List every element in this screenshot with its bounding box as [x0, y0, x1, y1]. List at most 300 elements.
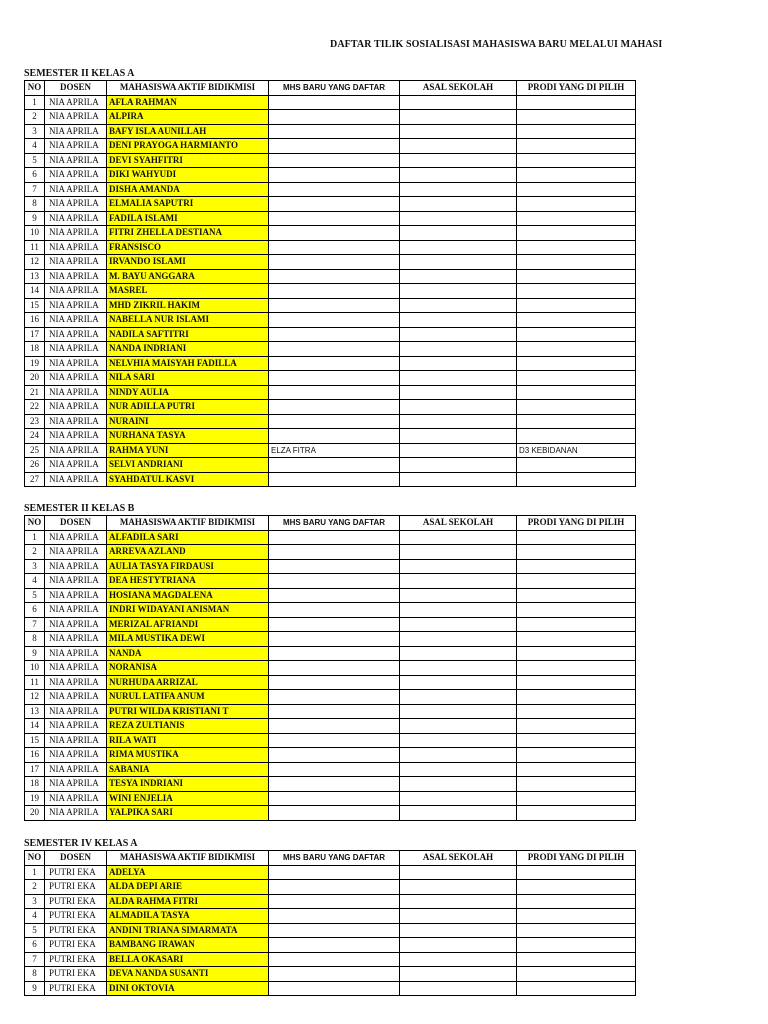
student-name-cell: DIKI WAHYUDI — [107, 168, 269, 183]
study-program-cell — [517, 371, 636, 386]
table-row — [25, 559, 636, 574]
table-row — [25, 443, 636, 458]
school-origin-cell — [400, 880, 517, 895]
student-name-cell: NILA SARI — [107, 371, 269, 386]
study-program-cell — [517, 704, 636, 719]
table-row — [25, 400, 636, 415]
school-origin-cell — [400, 617, 517, 632]
dosen-cell: NIA APRILA — [45, 646, 107, 661]
row-number: 1 — [25, 865, 45, 880]
table-row — [25, 211, 636, 226]
dosen-cell: NIA APRILA — [45, 95, 107, 110]
dosen-cell: NIA APRILA — [45, 429, 107, 444]
study-program-cell — [517, 617, 636, 632]
table-row — [25, 806, 636, 821]
school-origin-cell — [400, 661, 517, 676]
table-row — [25, 472, 636, 487]
study-program-cell — [517, 269, 636, 284]
new-student-cell — [269, 327, 400, 342]
dosen-cell: NIA APRILA — [45, 255, 107, 270]
student-name-cell: M. BAYU ANGGARA — [107, 269, 269, 284]
table-row — [25, 588, 636, 603]
new-student-cell — [269, 472, 400, 487]
school-origin-cell — [400, 124, 517, 139]
table-row — [25, 632, 636, 647]
dosen-cell: NIA APRILA — [45, 472, 107, 487]
student-name-cell: DENI PRAYOGA HARMIANTO — [107, 139, 269, 154]
school-origin-cell — [400, 168, 517, 183]
study-program-cell — [517, 806, 636, 821]
student-name-cell: REZA ZULTIANIS — [107, 719, 269, 734]
dosen-cell: NIA APRILA — [45, 153, 107, 168]
new-student-cell — [269, 240, 400, 255]
study-program-cell — [517, 327, 636, 342]
row-number: 16 — [25, 313, 45, 328]
table-row — [25, 704, 636, 719]
study-program-cell — [517, 385, 636, 400]
header-no: NO — [25, 81, 45, 96]
table-row — [25, 791, 636, 806]
student-name-cell: DISHA AMANDA — [107, 182, 269, 197]
study-program-cell — [517, 313, 636, 328]
new-student-cell — [269, 545, 400, 560]
study-program-cell — [517, 226, 636, 241]
new-student-cell — [269, 414, 400, 429]
new-student-cell — [269, 938, 400, 953]
header-mhs-baru: MHS BARU YANG DAFTAR — [269, 851, 400, 866]
study-program-cell — [517, 182, 636, 197]
dosen-cell: NIA APRILA — [45, 704, 107, 719]
dosen-cell: PUTRI EKA — [45, 894, 107, 909]
student-name-cell: MASREL — [107, 284, 269, 299]
study-program-cell — [517, 880, 636, 895]
school-origin-cell — [400, 356, 517, 371]
dosen-cell: NIA APRILA — [45, 690, 107, 705]
new-student-cell — [269, 182, 400, 197]
student-name-cell: INDRI WIDAYANI ANISMAN — [107, 603, 269, 618]
study-program-cell — [517, 588, 636, 603]
new-student-cell — [269, 458, 400, 473]
student-name-cell: DEA HESTYTRIANA — [107, 574, 269, 589]
new-student-cell — [269, 153, 400, 168]
row-number: 8 — [25, 632, 45, 647]
table-row — [25, 617, 636, 632]
study-program-cell — [517, 356, 636, 371]
table-row — [25, 952, 636, 967]
row-number: 10 — [25, 661, 45, 676]
row-number: 1 — [25, 530, 45, 545]
new-student-cell — [269, 588, 400, 603]
dosen-cell: NIA APRILA — [45, 400, 107, 415]
header-row — [25, 81, 636, 96]
dosen-cell: NIA APRILA — [45, 327, 107, 342]
row-number: 21 — [25, 385, 45, 400]
row-number: 12 — [25, 255, 45, 270]
study-program-cell — [517, 574, 636, 589]
new-student-cell — [269, 690, 400, 705]
roster-table — [24, 515, 636, 821]
school-origin-cell — [400, 313, 517, 328]
student-name-cell: RIMA MUSTIKA — [107, 748, 269, 763]
dosen-cell: NIA APRILA — [45, 110, 107, 125]
school-origin-cell — [400, 298, 517, 313]
row-number: 22 — [25, 400, 45, 415]
dosen-cell: NIA APRILA — [45, 559, 107, 574]
row-number: 2 — [25, 545, 45, 560]
new-student-cell — [269, 617, 400, 632]
dosen-cell: NIA APRILA — [45, 791, 107, 806]
new-student-cell — [269, 211, 400, 226]
dosen-cell: NIA APRILA — [45, 574, 107, 589]
student-name-cell: NANDA INDRIANI — [107, 342, 269, 357]
row-number: 13 — [25, 704, 45, 719]
row-number: 20 — [25, 806, 45, 821]
dosen-cell: NIA APRILA — [45, 748, 107, 763]
row-number: 6 — [25, 603, 45, 618]
new-student-cell — [269, 168, 400, 183]
school-origin-cell — [400, 429, 517, 444]
table-row — [25, 342, 636, 357]
new-student-cell — [269, 559, 400, 574]
school-origin-cell — [400, 704, 517, 719]
row-number: 9 — [25, 981, 45, 996]
row-number: 15 — [25, 733, 45, 748]
row-number: 10 — [25, 226, 45, 241]
school-origin-cell — [400, 342, 517, 357]
dosen-cell: NIA APRILA — [45, 284, 107, 299]
dosen-cell: NIA APRILA — [45, 414, 107, 429]
dosen-cell: NIA APRILA — [45, 545, 107, 560]
new-student-cell — [269, 865, 400, 880]
dosen-cell: NIA APRILA — [45, 240, 107, 255]
student-name-cell: NANDA — [107, 646, 269, 661]
row-number: 7 — [25, 182, 45, 197]
study-program-cell — [517, 240, 636, 255]
dosen-cell: NIA APRILA — [45, 733, 107, 748]
new-student-cell — [269, 733, 400, 748]
row-number: 26 — [25, 458, 45, 473]
student-name-cell: RILA WATI — [107, 733, 269, 748]
school-origin-cell — [400, 690, 517, 705]
table-row — [25, 458, 636, 473]
document-title: DAFTAR TILIK SOSIALISASI MAHASISWA BARU MELALUI MAHASI — [330, 39, 663, 50]
student-name-cell: NINDY AULIA — [107, 385, 269, 400]
study-program-cell — [517, 559, 636, 574]
row-number: 2 — [25, 110, 45, 125]
school-origin-cell — [400, 211, 517, 226]
row-number: 9 — [25, 211, 45, 226]
study-program-cell — [517, 414, 636, 429]
new-student-cell — [269, 400, 400, 415]
new-student-cell — [269, 284, 400, 299]
table-row — [25, 690, 636, 705]
study-program-cell — [517, 603, 636, 618]
row-number: 11 — [25, 240, 45, 255]
school-origin-cell — [400, 719, 517, 734]
study-program-cell — [517, 675, 636, 690]
header-mhs-baru: MHS BARU YANG DAFTAR — [269, 81, 400, 96]
row-number: 15 — [25, 298, 45, 313]
roster-table — [24, 80, 636, 487]
school-origin-cell — [400, 952, 517, 967]
new-student-cell — [269, 342, 400, 357]
row-number: 19 — [25, 791, 45, 806]
study-program-cell — [517, 124, 636, 139]
new-student-cell — [269, 385, 400, 400]
new-student-cell — [269, 298, 400, 313]
header-dosen: DOSEN — [45, 851, 107, 866]
study-program-cell — [517, 748, 636, 763]
student-name-cell: ANDINI TRIANA SIMARMATA — [107, 923, 269, 938]
study-program-cell — [517, 211, 636, 226]
row-number: 20 — [25, 371, 45, 386]
student-name-cell: DEVI SYAHFITRI — [107, 153, 269, 168]
row-number: 7 — [25, 952, 45, 967]
student-name-cell: DINI OKTOVIA — [107, 981, 269, 996]
new-student-cell — [269, 777, 400, 792]
study-program-cell — [517, 458, 636, 473]
new-student-cell — [269, 967, 400, 982]
student-name-cell: MERIZAL AFRIANDI — [107, 617, 269, 632]
school-origin-cell — [400, 240, 517, 255]
school-origin-cell — [400, 197, 517, 212]
new-student-cell — [269, 371, 400, 386]
row-number: 3 — [25, 559, 45, 574]
study-program-cell — [517, 139, 636, 154]
study-program-cell — [517, 791, 636, 806]
student-name-cell: NORANISA — [107, 661, 269, 676]
student-name-cell: BAFY ISLA AUNILLAH — [107, 124, 269, 139]
dosen-cell: NIA APRILA — [45, 530, 107, 545]
dosen-cell: NIA APRILA — [45, 168, 107, 183]
new-student-cell — [269, 704, 400, 719]
row-number: 19 — [25, 356, 45, 371]
student-name-cell: NURAINI — [107, 414, 269, 429]
new-student-cell — [269, 124, 400, 139]
dosen-cell: NIA APRILA — [45, 313, 107, 328]
roster-table — [24, 850, 636, 996]
header-no: NO — [25, 851, 45, 866]
table-row — [25, 603, 636, 618]
row-number: 1 — [25, 95, 45, 110]
row-number: 5 — [25, 153, 45, 168]
table-row — [25, 865, 636, 880]
student-name-cell: AFLA RAHMAN — [107, 95, 269, 110]
new-student-cell — [269, 762, 400, 777]
table-row — [25, 981, 636, 996]
table-row — [25, 110, 636, 125]
student-name-cell: ALFADILA SARI — [107, 530, 269, 545]
table-row — [25, 240, 636, 255]
school-origin-cell — [400, 559, 517, 574]
table-row — [25, 574, 636, 589]
new-student-cell — [269, 806, 400, 821]
new-student-cell — [269, 603, 400, 618]
new-student-cell — [269, 95, 400, 110]
study-program-cell — [517, 429, 636, 444]
dosen-cell: PUTRI EKA — [45, 981, 107, 996]
student-name-cell: FITRI ZHELLA DESTIANA — [107, 226, 269, 241]
study-program-cell — [517, 909, 636, 924]
table-row — [25, 124, 636, 139]
school-origin-cell — [400, 458, 517, 473]
school-origin-cell — [400, 255, 517, 270]
student-name-cell: ALMADILA TASYA — [107, 909, 269, 924]
student-name-cell: SABANIA — [107, 762, 269, 777]
school-origin-cell — [400, 588, 517, 603]
study-program-cell — [517, 952, 636, 967]
study-program-cell — [517, 690, 636, 705]
dosen-cell: NIA APRILA — [45, 675, 107, 690]
table-row — [25, 226, 636, 241]
row-number: 9 — [25, 646, 45, 661]
student-name-cell: IRVANDO ISLAMI — [107, 255, 269, 270]
dosen-cell: NIA APRILA — [45, 211, 107, 226]
row-number: 5 — [25, 923, 45, 938]
table-row — [25, 894, 636, 909]
student-name-cell: NURHUDA ARRIZAL — [107, 675, 269, 690]
school-origin-cell — [400, 443, 517, 458]
student-name-cell: FRANSISCO — [107, 240, 269, 255]
school-origin-cell — [400, 733, 517, 748]
dosen-cell: NIA APRILA — [45, 617, 107, 632]
table-row — [25, 923, 636, 938]
dosen-cell: NIA APRILA — [45, 603, 107, 618]
header-row — [25, 851, 636, 866]
dosen-cell: NIA APRILA — [45, 269, 107, 284]
header-asal-sekolah: ASAL SEKOLAH — [400, 851, 517, 866]
section-label: SEMESTER IV KELAS A — [24, 838, 138, 849]
student-name-cell: ELMALIA SAPUTRI — [107, 197, 269, 212]
table-row — [25, 356, 636, 371]
new-student-cell — [269, 748, 400, 763]
header-mhs-aktif: MAHASISWA AKTIF BIDIKMISI — [107, 851, 269, 866]
table-row — [25, 938, 636, 953]
student-name-cell: ALDA DEPI ARIE — [107, 880, 269, 895]
study-program-cell — [517, 298, 636, 313]
study-program-cell — [517, 153, 636, 168]
header-dosen: DOSEN — [45, 81, 107, 96]
school-origin-cell — [400, 981, 517, 996]
student-name-cell: DEVA NANDA SUSANTI — [107, 967, 269, 982]
study-program-cell — [517, 255, 636, 270]
section-label: SEMESTER II KELAS B — [24, 503, 135, 514]
school-origin-cell — [400, 574, 517, 589]
dosen-cell: NIA APRILA — [45, 762, 107, 777]
school-origin-cell — [400, 284, 517, 299]
dosen-cell: NIA APRILA — [45, 298, 107, 313]
table-row — [25, 967, 636, 982]
table-row — [25, 545, 636, 560]
new-student-cell — [269, 356, 400, 371]
new-student-cell: ELZA FITRA — [269, 443, 400, 458]
table-row — [25, 371, 636, 386]
school-origin-cell — [400, 530, 517, 545]
new-student-cell — [269, 791, 400, 806]
dosen-cell: NIA APRILA — [45, 443, 107, 458]
student-name-cell: NURUL LATIFA ANUM — [107, 690, 269, 705]
school-origin-cell — [400, 603, 517, 618]
student-name-cell: BELLA OKASARI — [107, 952, 269, 967]
new-student-cell — [269, 197, 400, 212]
table-row — [25, 414, 636, 429]
student-name-cell: ARREVA AZLAND — [107, 545, 269, 560]
dosen-cell: NIA APRILA — [45, 661, 107, 676]
school-origin-cell — [400, 472, 517, 487]
study-program-cell — [517, 95, 636, 110]
row-number: 4 — [25, 574, 45, 589]
table-row — [25, 733, 636, 748]
section-semester-ii-kelas-a — [24, 68, 635, 487]
study-program-cell — [517, 967, 636, 982]
study-program-cell — [517, 923, 636, 938]
row-number: 2 — [25, 880, 45, 895]
row-number: 27 — [25, 472, 45, 487]
dosen-cell: PUTRI EKA — [45, 952, 107, 967]
dosen-cell: NIA APRILA — [45, 356, 107, 371]
section-label: SEMESTER II KELAS A — [24, 68, 135, 79]
study-program-cell — [517, 719, 636, 734]
row-number: 6 — [25, 938, 45, 953]
school-origin-cell — [400, 806, 517, 821]
table-row — [25, 777, 636, 792]
new-student-cell — [269, 675, 400, 690]
student-name-cell: PUTRI WILDA KRISTIANI T — [107, 704, 269, 719]
table-row — [25, 530, 636, 545]
student-name-cell: NELVHIA MAISYAH FADILLA — [107, 356, 269, 371]
school-origin-cell — [400, 894, 517, 909]
row-number: 18 — [25, 342, 45, 357]
school-origin-cell — [400, 545, 517, 560]
dosen-cell: NIA APRILA — [45, 124, 107, 139]
section-semester-iv-kelas-a — [24, 838, 635, 996]
new-student-cell — [269, 952, 400, 967]
new-student-cell — [269, 574, 400, 589]
student-name-cell: YALPIKA SARI — [107, 806, 269, 821]
study-program-cell — [517, 342, 636, 357]
row-number: 8 — [25, 967, 45, 982]
new-student-cell — [269, 313, 400, 328]
table-row — [25, 762, 636, 777]
school-origin-cell — [400, 269, 517, 284]
school-origin-cell — [400, 865, 517, 880]
school-origin-cell — [400, 675, 517, 690]
study-program-cell — [517, 197, 636, 212]
new-student-cell — [269, 269, 400, 284]
header-prodi: PRODI YANG DI PILIH — [517, 851, 636, 866]
dosen-cell: NIA APRILA — [45, 342, 107, 357]
row-number: 16 — [25, 748, 45, 763]
row-number: 23 — [25, 414, 45, 429]
student-name-cell: RAHMA YUNI — [107, 443, 269, 458]
school-origin-cell — [400, 226, 517, 241]
table-row — [25, 313, 636, 328]
student-name-cell: NUR ADILLA PUTRI — [107, 400, 269, 415]
table-row — [25, 385, 636, 400]
dosen-cell: NIA APRILA — [45, 588, 107, 603]
row-number: 24 — [25, 429, 45, 444]
header-prodi: PRODI YANG DI PILIH — [517, 516, 636, 531]
row-number: 8 — [25, 197, 45, 212]
row-number: 17 — [25, 762, 45, 777]
student-name-cell: ALDA RAHMA FITRI — [107, 894, 269, 909]
student-name-cell: BAMBANG IRAWAN — [107, 938, 269, 953]
school-origin-cell — [400, 327, 517, 342]
new-student-cell — [269, 139, 400, 154]
row-number: 3 — [25, 894, 45, 909]
table-row — [25, 429, 636, 444]
table-row — [25, 168, 636, 183]
